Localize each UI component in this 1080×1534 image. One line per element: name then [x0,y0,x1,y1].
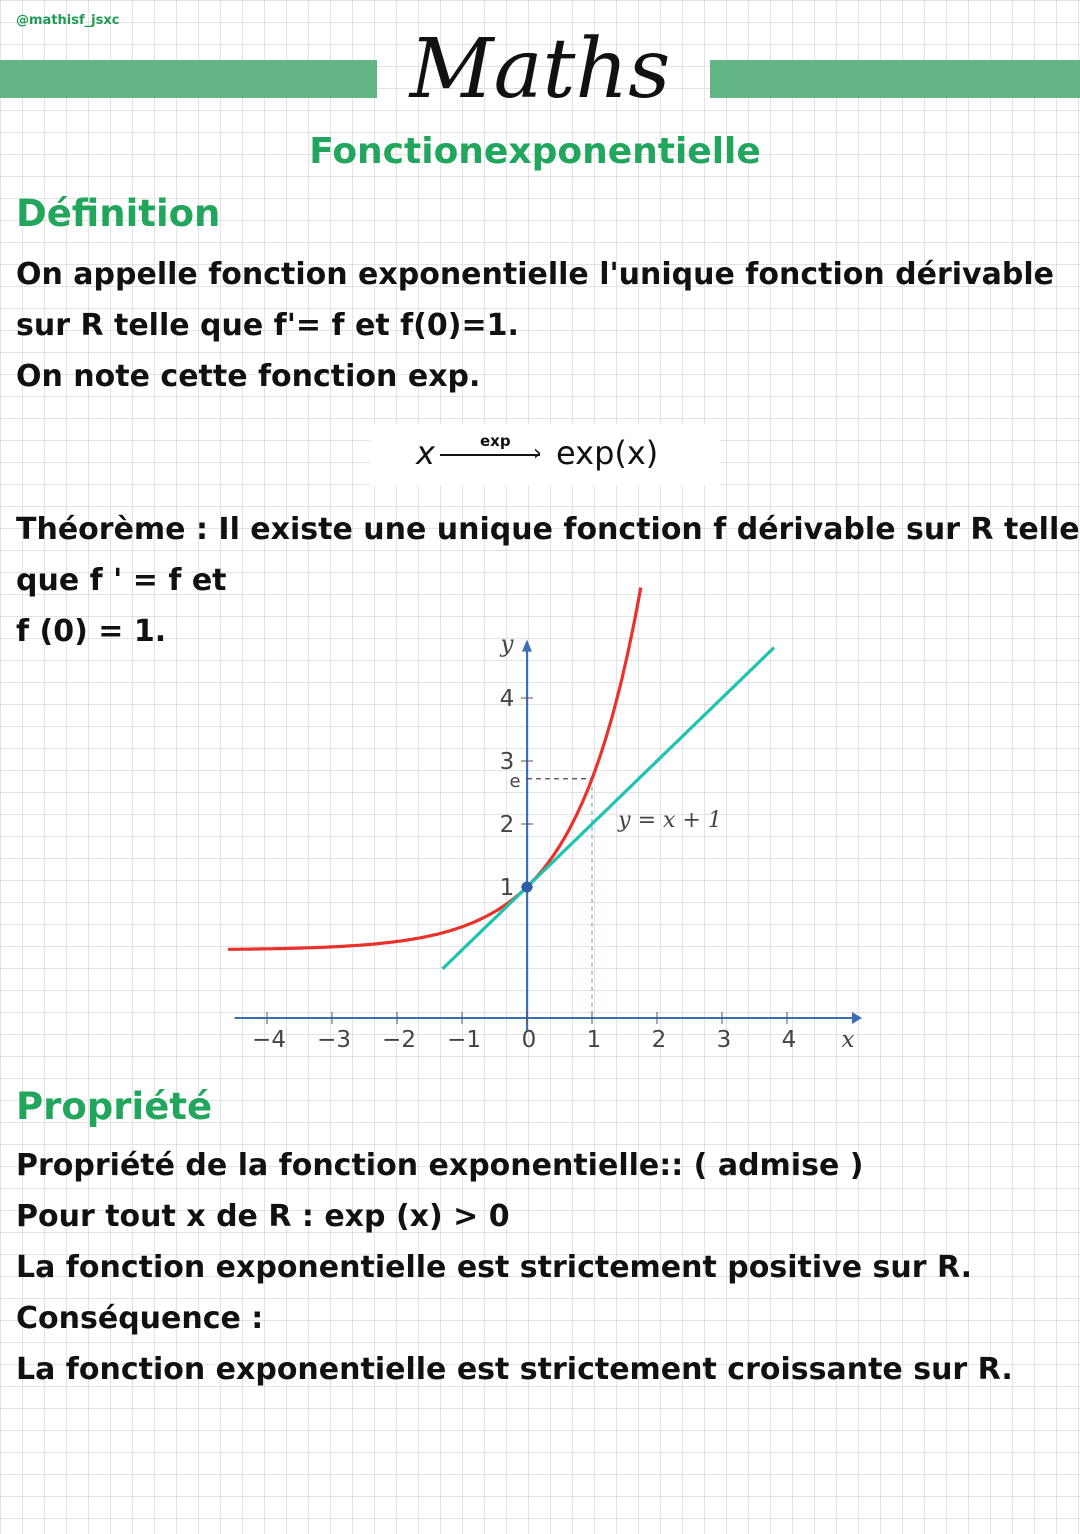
theorem-line: f (0) = 1. [16,614,167,649]
x-tick-label: 2 [651,1027,667,1053]
x-axis-label: x [841,1027,855,1053]
definition-text [16,249,1066,402]
x-tick-label: −1 [447,1027,481,1053]
y-tick-label: 1 [499,875,515,901]
arrow-head-icon: › [533,441,542,466]
arrow-icon [440,454,540,456]
property-line: Pour tout x de R : exp (x) > 0 [16,1199,510,1234]
x-tick-label: −2 [382,1027,416,1053]
theorem-line: Théorème : Il existe une unique fonction f dérivable sur R telle [16,512,1080,547]
x-tick-label: −3 [317,1027,351,1053]
formula-arrow-label: exp [480,432,511,450]
author-handle: @mathisf_jsxc [16,13,120,28]
exp-mapping-formula [370,424,720,486]
theorem-line: que f ' = f et [16,563,227,598]
x-tick-label: 4 [781,1027,797,1053]
y-tick-label: 3 [499,749,515,775]
property-heading: Propriété [16,1085,213,1128]
page-title: Maths [409,22,671,117]
tangent-annotation: y = x + 1 [618,808,722,834]
theorem-text [16,504,1080,657]
x-tick-label: 0 [521,1027,537,1053]
y-tick-label: 4 [499,686,515,712]
property-line: La fonction exponentielle est strictement croissante sur R. [16,1352,1013,1387]
property-line: Conséquence : [16,1301,264,1336]
x-tick-label: −4 [252,1027,286,1053]
y-tick-label: 2 [499,812,515,838]
formula-lhs: x [416,434,435,472]
e-tick-label: e [509,770,521,792]
definition-line: On note cette fonction exp. [16,359,481,394]
page-subtitle: Fonctionexponentielle [309,131,761,172]
y-axis-label: y [500,631,514,658]
x-axis-arrow-icon [852,1012,862,1024]
definition-line: sur R telle que f'= f et f(0)=1. [16,308,519,343]
exp-graph [215,631,875,1060]
definition-line: On appelle fonction exponentielle l'unique fonction dérivable [16,257,1054,292]
point-0-1 [522,882,533,893]
formula-rhs: exp(x) [556,434,659,472]
definition-heading: Définition [16,192,221,235]
property-line: Propriété de la fonction exponentielle:: ( admise ) [16,1148,864,1183]
property-text [16,1140,1066,1395]
x-tick-label: 1 [586,1027,602,1053]
x-tick-label: 3 [716,1027,732,1053]
property-line: La fonction exponentielle est strictement positive sur R. [16,1250,973,1285]
tangent-line [443,648,775,969]
